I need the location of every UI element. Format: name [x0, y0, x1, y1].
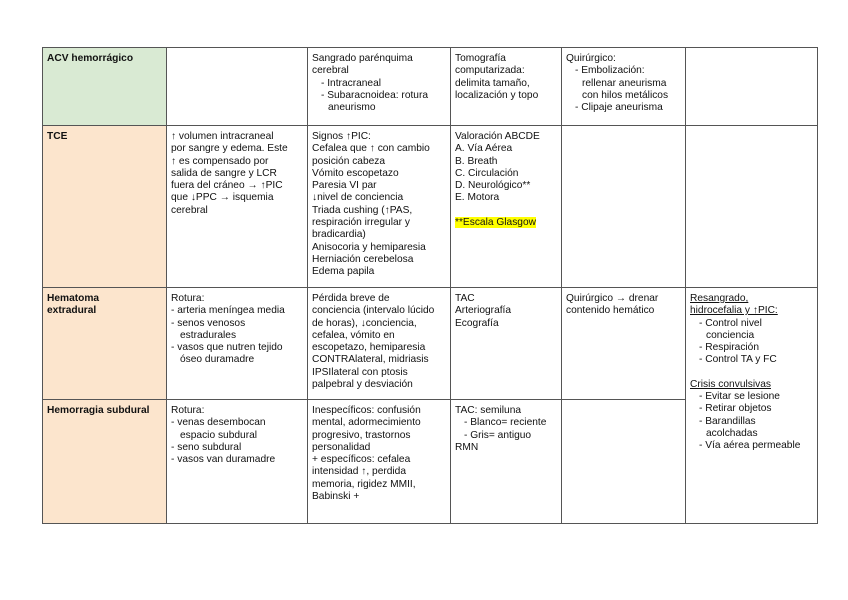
hematoma-cause-cell: Rotura: - arteria meníngea media - senos venosos estradurales - vasos que nutren tejido óseo duramadre: [167, 288, 308, 400]
row-acv: [43, 48, 818, 126]
acv-cause-cell: [167, 48, 308, 126]
subdural-treatment-cell: [562, 400, 686, 524]
medical-table: [42, 47, 818, 524]
hematoma-title: Hematoma extradural: [43, 288, 167, 400]
tce-care-cell: [686, 126, 818, 288]
tce-symptoms-cell: Signos ↑PIC: Cefalea que ↑ con cambio posición cabeza Vómito escopetazo Paresia VI par ↓nivel de conciencia Triada cushing (↑PAS, respiración irregular y bradicardia) Anisocoria y hemiparesia Herniación cerebelosa Edema papila: [308, 126, 451, 288]
hematoma-symptoms-cell: Pérdida breve de conciencia (intervalo lúcido de horas), ↓conciencia, cefalea, vómito en escopetazo, hemiparesia CONTRAlateral, midriasis IPSIlateral con ptosis palpebral y desviación: [308, 288, 451, 400]
crisis-heading: Crisis convulsivas: [690, 378, 771, 390]
hematoma-diagnosis-cell: TAC Arteriografía Ecografía: [451, 288, 562, 400]
tce-treatment-cell: [562, 126, 686, 288]
tce-cause-cell: ↑ volumen intracraneal por sangre y edema. Este ↑ es compensado por salida de sangre y LCR fuera del cráneo → ↑PIC que ↓PPC → isquemia cerebral: [167, 126, 308, 288]
acv-diagnosis-cell: Tomografía computarizada: delimita tamaño, localización y topo: [451, 48, 562, 126]
acv-title: ACV hemorrágico: [43, 48, 167, 126]
row-hematoma: [43, 288, 818, 400]
tce-title: TCE: [43, 126, 167, 288]
subdural-cause-cell: Rotura: - venas desembocan espacio subdural - seno subdural - vasos van duramadre: [167, 400, 308, 524]
shared-care-cell: Resangrado, hidrocefalia y ↑PIC: - Control nivel conciencia - Respiración - Control TA y FC Crisis convulsivas - Evitar se lesione - Retirar objetos - Barandillas acolchadas - Vía aérea permeable: [686, 288, 818, 524]
subdural-diagnosis-cell: TAC: semiluna - Blanco= reciente - Gris= antiguo RMN: [451, 400, 562, 524]
tce-diagnosis-cell: Valoración ABCDE A. Vía Aérea B. Breath C. Circulación D. Neurológico** E. Motora **Escala Glasgow: [451, 126, 562, 288]
row-tce: [43, 126, 818, 288]
hematoma-treatment-cell: Quirúrgico → drenar contenido hemático: [562, 288, 686, 400]
glasgow-highlight: **Escala Glasgow: [455, 216, 536, 228]
subdural-title: Hemorragia subdural: [43, 400, 167, 524]
acv-symptoms-cell: Sangrado parénquima cerebral - Intracraneal - Subaracnoidea: rotura aneurismo: [308, 48, 451, 126]
acv-treatment-cell: Quirúrgico: - Embolización: rellenar aneurisma con hilos metálicos - Clipaje aneurisma: [562, 48, 686, 126]
acv-care-cell: [686, 48, 818, 126]
subdural-symptoms-cell: Inespecíficos: confusión mental, adormecimiento progresivo, trastornos personalidad + específicos: cefalea intensidad ↑, perdida memoria, rigidez MMII, Babinski +: [308, 400, 451, 524]
